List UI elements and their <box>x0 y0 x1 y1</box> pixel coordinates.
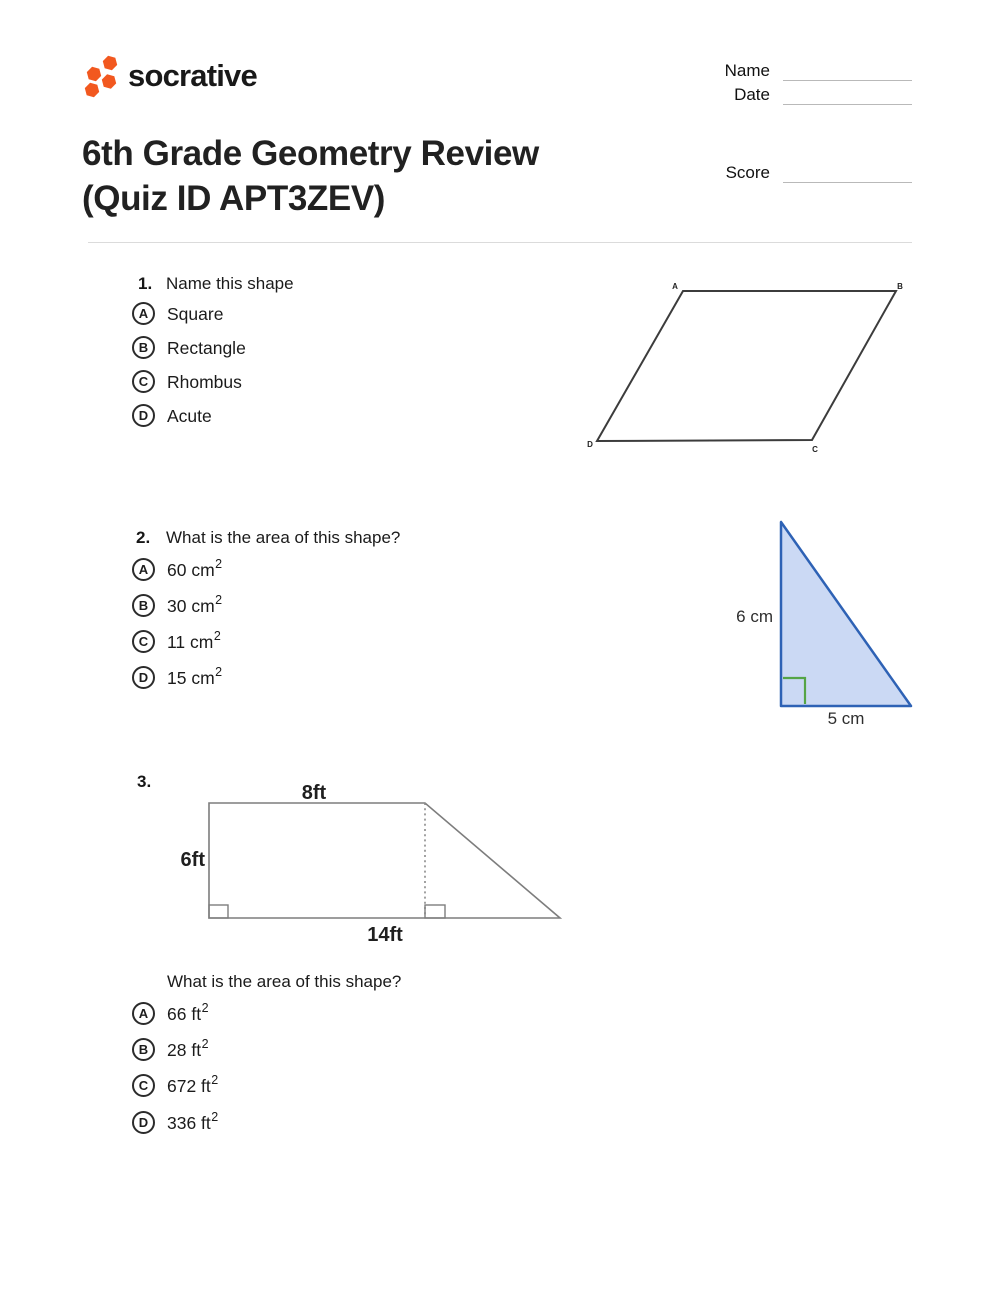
q1-option-c-label: Rhombus <box>167 371 242 392</box>
date-field <box>700 85 912 105</box>
q3-option-d-bubble[interactable]: D <box>132 1111 155 1134</box>
trapezoid-bottom-label: 14ft <box>367 924 403 946</box>
question-2-prompt: What is the area of this shape? <box>166 528 401 547</box>
q2-option-d-label: 15 $cm^2$ <box>167 665 223 688</box>
q3-option-b <box>132 1038 209 1061</box>
score-label: Score <box>725 163 770 182</box>
score-field <box>700 163 912 183</box>
title-line1: 6th Grade Geometry Review <box>82 134 539 173</box>
vertex-label-a: A <box>672 282 678 291</box>
q1-option-d-bubble[interactable]: D <box>132 404 155 427</box>
trapezoid-left-label: 6ft <box>180 849 205 871</box>
q3-option-b-label: 28 $ft^2$ <box>167 1037 209 1060</box>
q1-option-b-label: Rectangle <box>167 337 246 358</box>
socrative-hexagons-icon <box>83 53 123 103</box>
q2-option-a-label: 60 $cm^2$ <box>167 557 223 580</box>
q3-option-c-label: 672 $ft^2$ <box>167 1073 219 1096</box>
q1-option-d-label: Acute <box>167 405 212 426</box>
q1-option-a-bubble[interactable]: A <box>132 302 155 325</box>
q3-option-b-bubble[interactable]: B <box>132 1038 155 1061</box>
question-1-number: 1. <box>138 274 153 293</box>
question-2-number: 2. <box>136 528 151 547</box>
parallelogram-figure <box>585 278 907 456</box>
name-blank-line <box>783 61 912 81</box>
vertex-label-b: B <box>897 282 903 291</box>
right-angle-marker-middle <box>425 905 445 918</box>
header-divider <box>88 242 912 243</box>
q2-option-b-label: 30 $cm^2$ <box>167 593 223 616</box>
page-title <box>82 131 539 221</box>
q3-option-a <box>132 1002 209 1025</box>
q2-option-d <box>132 666 222 689</box>
q2-option-a-bubble[interactable]: A <box>132 558 155 581</box>
trapezoid-shape <box>209 803 560 918</box>
q1-option-c <box>132 370 242 393</box>
right-angle-marker-left <box>209 905 228 918</box>
q1-option-b <box>132 336 246 359</box>
q2-option-a <box>132 558 222 581</box>
q1-option-a-label: Square <box>167 303 224 324</box>
socrative-logo <box>83 53 257 103</box>
right-triangle-figure <box>733 510 923 732</box>
question-3-prompt: What is the area of this shape? <box>167 972 402 991</box>
name-field <box>700 61 912 81</box>
question-1-prompt: Name this shape <box>166 274 294 293</box>
q2-option-d-bubble[interactable]: D <box>132 666 155 689</box>
q3-option-a-bubble[interactable]: A <box>132 1002 155 1025</box>
q3-option-c <box>132 1074 218 1097</box>
q1-option-a <box>132 302 224 325</box>
q2-option-c-bubble[interactable]: C <box>132 630 155 653</box>
question-3-number: 3. <box>137 772 152 791</box>
q2-option-c-label: 11 $cm^2$ <box>167 629 221 652</box>
triangle-base-label: 5 cm <box>827 709 865 728</box>
q2-option-c <box>132 630 221 653</box>
q2-option-b-bubble[interactable]: B <box>132 594 155 617</box>
parallelogram-shape <box>597 291 896 441</box>
q1-option-d <box>132 404 212 427</box>
trapezoid-figure <box>175 780 575 952</box>
q1-option-b-bubble[interactable]: B <box>132 336 155 359</box>
date-label: Date <box>734 85 770 104</box>
q3-option-a-label: 66 $ft^2$ <box>167 1001 209 1024</box>
vertex-label-d: D <box>587 440 593 449</box>
brand-name: socrative <box>128 58 257 93</box>
q2-option-b <box>132 594 222 617</box>
title-line2: (Quiz ID APT3ZEV) <box>82 179 386 218</box>
triangle-height-label: 6 cm <box>736 607 773 626</box>
q3-option-c-bubble[interactable]: C <box>132 1074 155 1097</box>
vertex-label-c: C <box>812 445 818 454</box>
q3-option-d-label: 336 $ft^2$ <box>167 1110 219 1133</box>
score-blank-line <box>783 163 912 183</box>
trapezoid-top-label: 8ft <box>301 782 327 804</box>
date-blank-line <box>783 85 912 105</box>
q1-option-c-bubble[interactable]: C <box>132 370 155 393</box>
q3-option-d <box>132 1111 218 1134</box>
name-label: Name <box>724 61 770 80</box>
